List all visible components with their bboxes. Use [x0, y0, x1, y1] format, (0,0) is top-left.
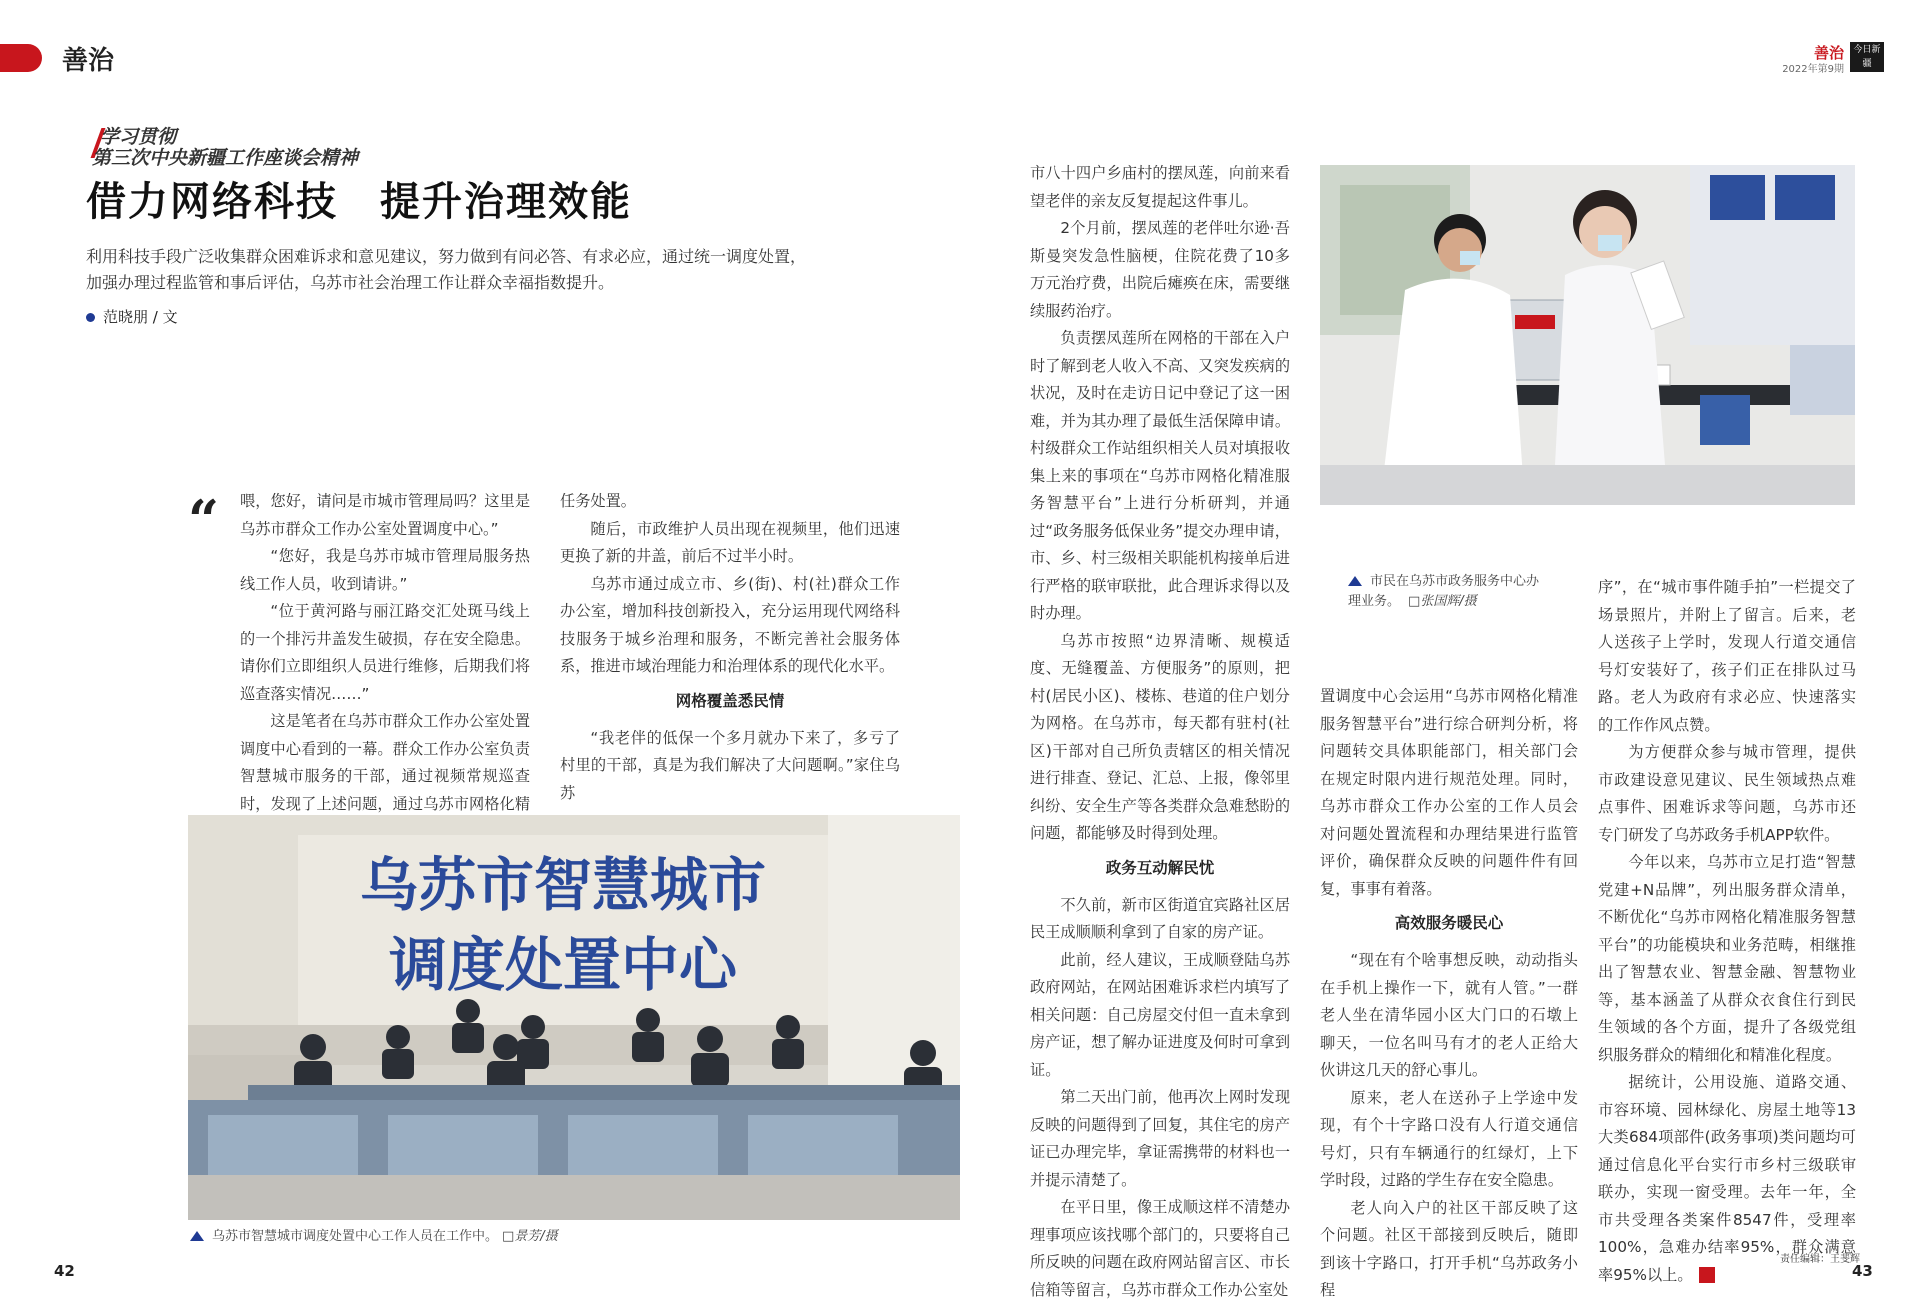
column-2: [560, 488, 900, 807]
photo-caption-left: [190, 1227, 950, 1247]
paragraph: 在平日里，像王成顺这样不清楚办理事项应该找哪个部门的，只要将自己所反映的问题在政府网站留言区、市长信箱等留言，乌苏市群众工作办公室处: [1030, 1198, 1290, 1299]
photo-service-center: [1320, 165, 1855, 505]
paragraph: “您好，我是乌苏市城市管理局服务热线工作人员，收到请讲。”: [240, 547, 530, 593]
column-3: [1030, 160, 1290, 1304]
subheading: 网格覆盖悉民情: [675, 691, 785, 710]
paragraph: 随后，市政维护人员出现在视频里，他们迅速更换了新的井盖，前后不过半小时。: [560, 519, 900, 565]
photo-caption-right: [1348, 572, 1548, 612]
paragraph: 乌苏市按照“边界清晰、规模适度、无缝覆盖、方便服务”的原则，把村(居民小区)、楼栋、巷道的住户划分为网格。在乌苏市，每天都有驻村(社区)干部对自己所负责辖区的相关情况进行排查、登记、汇总、上报，像邻里纠纷、安全生产等各类群众急难愁盼的问题，都能够及时得到处理。: [1030, 631, 1290, 842]
subheading: 政务互动解民忧: [1105, 858, 1215, 877]
paragraph: “我老伴的低保一个多月就办下来了，多亏了村里的干部，真是为我们解决了大问题啊。”家住乌苏: [560, 728, 900, 802]
section-title-right: 善治: [1813, 44, 1844, 62]
photo-dispatch-center: [188, 815, 960, 1220]
issue-number: 2022年第9期: [1782, 64, 1844, 75]
kicker-line-2: 第三次中央新疆工作座谈会精神: [92, 147, 359, 169]
section-title-left: 善治: [62, 46, 115, 76]
caption-triangle-icon: [1348, 576, 1362, 586]
article-end-icon: [1699, 1267, 1715, 1283]
kicker-line-1: 学习贯彻: [100, 126, 177, 148]
article-headline: 借力网络科技 提升治理效能: [86, 179, 632, 225]
paragraph: 市八十四户乡庙村的摆凤莲，向前来看望老伴的亲友反复提起这件事儿。: [1030, 164, 1290, 210]
section-tab-marker: [0, 44, 42, 72]
paragraph: “位于黄河路与丽江路交汇处斑马线上的一个排污井盖发生破损，存在安全隐患。请你们立即组织人员进行维修，后期我们将巡查落实情况……”: [240, 602, 530, 703]
caption-text: 市民在乌苏市政务服务中心办理业务。: [1348, 574, 1540, 609]
sign-line-2: 调度处置中心: [388, 931, 738, 999]
caption-credit: □景芳/摄: [502, 1229, 558, 1244]
paragraph: 不久前，新市区街道宜宾路社区居民王成顺顺利拿到了自家的房产证。: [1030, 895, 1290, 941]
paragraph: 2个月前，摆凤莲的老伴吐尔逊·吾斯曼突发急性脑梗，住院花费了10多万元治疗费，出院后瘫痪在床，需要继续服药治疗。: [1030, 219, 1290, 320]
paragraph: 为方便群众参与城市管理，提供市政建设意见建议、民生领域热点难点事件、困难诉求等问题，乌苏市还专门研发了乌苏政务手机APP软件。: [1598, 743, 1856, 844]
sign-line-1: 乌苏市智慧城市: [359, 851, 767, 919]
editor-credit: 责任编辑：王斐辉: [1780, 1254, 1860, 1265]
byline-text: 范晓朋 / 文: [103, 308, 178, 326]
column-4: [1320, 683, 1578, 1305]
quote-mark-icon: “: [188, 488, 220, 552]
caption-triangle-icon: [190, 1231, 204, 1241]
caption-text: 乌苏市智慧城市调度处置中心工作人员在工作中。: [212, 1229, 499, 1244]
byline-bullet-icon: [86, 313, 95, 322]
paragraph: 这是笔者在乌苏市群众工作办公室处置调度中心看到的一幕。群众工作办公室负责智慧城市服务的干部，通过视频常规巡查时，发现了上述问题，通过乌苏市网格化精: [240, 712, 530, 813]
page-number-left: 42: [54, 1262, 75, 1280]
subheading: 高效服务暖民心: [1394, 914, 1504, 932]
article-lead: 利用科技手段广泛收集群众困难诉求和意见建议，努力做到有问必答、有求必应，通过统一调度处置，加强办理过程监管和事后评估，乌苏市社会治理工作让群众幸福指数提升。: [86, 247, 807, 292]
magazine-logo: 今日新疆: [1850, 42, 1884, 72]
paragraph: 置调度中心会运用“乌苏市网格化精准服务智慧平台”进行综合研判分析，将问题转交具体职能部门，相关部门会在规定时限内进行规范处理。同时，乌苏市群众工作办公室的工作人员会对问题处置流程和办理结果进行监管评价，确保群众反映的问题件件有回复，事事有着落。: [1320, 687, 1578, 898]
paragraph: 乌苏市通过成立市、乡(街)、村(社)群众工作办公室，增加科技创新投入，充分运用现代网络科技服务于城乡治理和服务，不断完善社会服务体系，推进市域治理能力和治理体系的现代化水平。: [560, 574, 900, 675]
dispatch-center-photo-illustration: [188, 815, 960, 1220]
column-5: [1598, 574, 1856, 1289]
header-right: [1770, 42, 1890, 75]
paragraph: 任务处置。: [560, 492, 636, 510]
service-center-photo-illustration: [1320, 165, 1855, 505]
column-1: [240, 488, 530, 846]
paragraph: 今年以来，乌苏市立足打造“智慧党建+N品牌”，列出服务群众清单，不断优化“乌苏市网格化精准服务智慧平台”的功能模块和业务范畴，相继推出了智慧农业、智慧金融、智慧物业等，基本涵盖了从群众衣食住行到民生领域的各个方面，提升了各级党组织服务群众的精细化和精准化程度。: [1598, 853, 1856, 1064]
byline: [86, 306, 178, 327]
caption-credit: □张国辉/摄: [1408, 594, 1477, 609]
paragraph: 序”，在“城市事件随手拍”一栏提交了场景照片，并附上了留言。后来，老人送孩子上学时，发现人行道交通信号灯安装好了，孩子们正在排队过马路。老人为政府有求必应、快速落实的工作作风点赞。: [1598, 578, 1856, 734]
paragraph: 老人向入户的社区干部反映了这个问题。社区干部接到反映后，随即到该十字路口，打开手机“乌苏政务小程: [1320, 1198, 1578, 1299]
paragraph: 此前，经人建议，王成顺登陆乌苏政府网站，在网站困难诉求栏内填写了相关问题：自己房屋交付但一直未拿到房产证，想了解办证进度及何时可拿到证。: [1030, 950, 1290, 1079]
paragraph: “现在有个啥事想反映，动动指头在手机上操作一下，就有人管。”一群老人坐在清华园小区大门口的石墩上聊天，一位名叫马有才的老人正给大伙讲这几天的舒心事儿。: [1320, 951, 1578, 1079]
paragraph-text: 据统计，公用设施、道路交通、市容环境、园林绿化、房屋土地等13大类684项部件(政务事项)类问题均可通过信息化平台实行市乡村三级联审联办，实现一窗受理。去年一年，全市共受理各类案件8547件，受理率100%，急难办结率95%，群众满意率95%以上。: [1598, 1073, 1856, 1284]
paragraph: 原来，老人在送孙子上学途中发现，有个十字路口没有人行道交通信号灯，只有车辆通行的红绿灯，上下学时段，过路的学生存在安全隐患。: [1320, 1088, 1578, 1189]
paragraph: 喂，您好，请问是市城市管理局吗？这里是乌苏市群众工作办公室处置调度中心。”: [240, 492, 530, 538]
paragraph: 负责摆凤莲所在网格的干部在入户时了解到老人收入不高、又突发疾病的状况，及时在走访日记中登记了这一困难，并为其办理了最低生活保障申请。村级群众工作站组织相关人员对填报收集上来的事项在“乌苏市网格化精准服务智慧平台”上进行分析研判，并通过“政务服务低保业务”提交办理申请，市、乡、村三级相关职能机构接单后进行严格的联审联批，此合理诉求得以及时办理。: [1030, 329, 1290, 622]
paragraph: 第二天出门前，他再次上网时发现反映的问题得到了回复，其住宅的房产证已办理完毕，拿证需携带的材料也一并提示清楚了。: [1030, 1088, 1290, 1189]
page-number-right: 43: [1852, 1262, 1873, 1280]
